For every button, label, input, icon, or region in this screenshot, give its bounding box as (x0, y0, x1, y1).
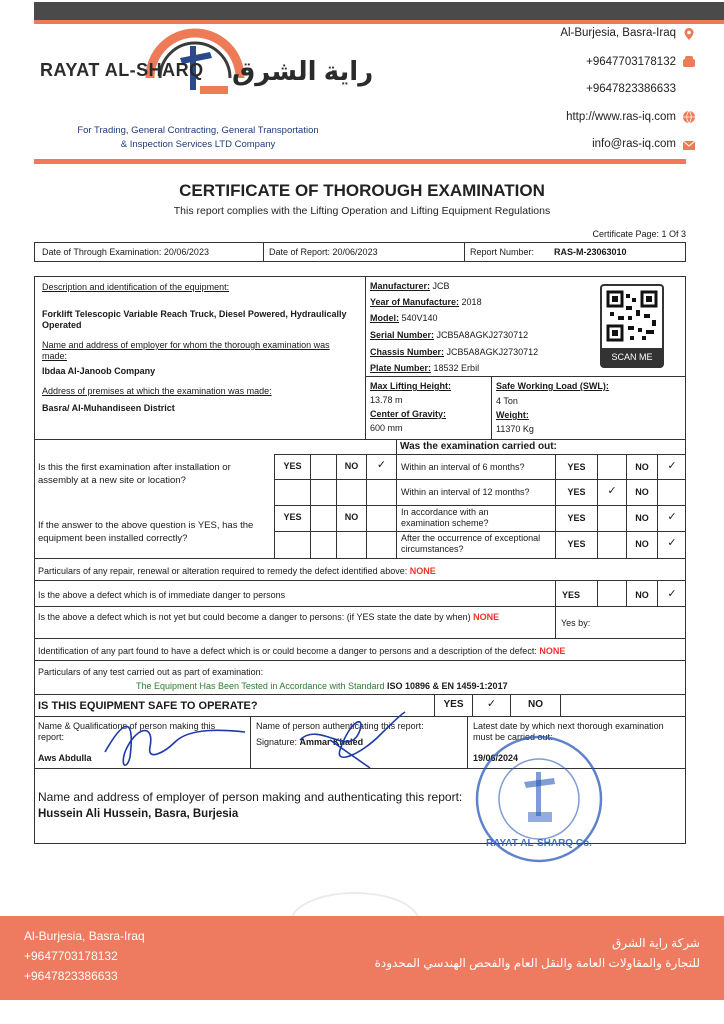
location-icon (682, 27, 696, 41)
immediate-danger: Is the above a defect which is of immediate danger to persons (38, 590, 286, 600)
auth-value: Ammar Khaled (299, 737, 364, 747)
contact-address: Al-Burjesia, Basra-Iraq (560, 27, 676, 39)
contact-email[interactable]: info@ras-iq.com (592, 138, 676, 150)
manufacturer-value: JCB (432, 281, 450, 291)
plate-label: Plate Number: (370, 363, 432, 373)
identification-row (38, 646, 565, 657)
swl-value: 4 Ton (496, 396, 518, 406)
next-exam-label: Latest date by which next thorough examination must be carried out: (473, 721, 664, 742)
test-row (136, 681, 508, 692)
qr-code[interactable] (600, 284, 664, 368)
model-label: Model: (370, 313, 399, 323)
manufacturer-label: Manufacturer: (370, 281, 431, 291)
footer-arabic-name: شركة راية الشرق (611, 936, 700, 950)
page-subtitle: This report complies with the Lifting Operation and Lifting Equipment Regulations (173, 205, 551, 217)
yes-by-label: Yes by: (561, 618, 591, 628)
safe-yes[interactable]: YES (443, 699, 464, 710)
chassis-row (370, 347, 538, 358)
i12-no[interactable]: NO (635, 487, 649, 497)
footer-phone-2: +9647823386633 (24, 969, 118, 983)
manufacturer-row (370, 281, 450, 292)
signature-maker (95, 712, 255, 772)
test-value: The Equipment Has Been Tested in Accordance with Standard (136, 681, 385, 691)
employer-label: Name and address of employer for whom the thorough examination was made: (42, 340, 330, 361)
q-first-exam: Is this the first examination after installation or assembly at a new site or location? (38, 462, 231, 486)
q2-no[interactable]: NO (344, 512, 359, 522)
scan-me-label: SCAN ME (602, 348, 662, 366)
safe-no[interactable]: NO (528, 699, 543, 710)
company-stamp (472, 732, 606, 866)
exceptional: After the occurrence of exceptional circumstances? (401, 533, 541, 554)
premises-label: Address of premises at which the examination was made: (42, 386, 272, 396)
footer-arabic-desc: للتجارة والمقاولات العامة والنقل العام والفحص الهندسي المحدودة (374, 956, 700, 970)
plate-value: 18532 Erbil (433, 363, 480, 373)
employer-auth-label: Name and address of employer of person making and authenticating this report: (38, 790, 463, 804)
q1-no-check: ✓ (376, 459, 387, 471)
not-yet-label: Is the above a defect which is not yet but could become a danger to persons: (if YES state the date by when) (38, 612, 471, 622)
serial-label: Serial Number: (370, 330, 435, 340)
model-value: 540V140 (401, 313, 438, 323)
test-label: Particulars of any test carried out as part of examination: (38, 667, 264, 677)
safe-question: IS THIS EQUIPMENT SAFE TO OPERATE? (38, 700, 258, 712)
identification-value: NONE (539, 646, 566, 656)
carried-out-heading: Was the examination carried out: (400, 441, 557, 452)
desc-value: Forklift Telescopic Variable Reach Truck, Diesel Powered, Hydraulically Operated (42, 309, 347, 330)
i6-no[interactable]: NO (635, 462, 649, 472)
report-date: Date of Report: 20/06/2023 (269, 247, 378, 257)
footer (0, 916, 724, 1000)
report-number-label: Report Number: (470, 247, 535, 257)
chassis-label: Chassis Number: (370, 347, 445, 357)
scheme-yes[interactable]: YES (567, 513, 586, 523)
report-number: RAS-M-23063010 (554, 247, 627, 257)
i12-yes-check: ✓ (607, 485, 617, 497)
plate-row (370, 363, 479, 374)
maker-value: Aws Abdulla (38, 753, 92, 763)
serial-value: JCB5A8AGKJ2730712 (436, 330, 529, 340)
q-installed: If the answer to the above question is YES, has the equipment been installed correctly? (38, 520, 254, 544)
not-yet-row (38, 612, 538, 623)
immediate-no-check: ✓ (667, 588, 677, 600)
contact-website[interactable]: http://www.ras-iq.com (566, 111, 676, 123)
immediate-yes[interactable]: YES (561, 590, 580, 600)
exceptional-no[interactable]: NO (635, 539, 649, 549)
auth-signature-label: Signature: (256, 737, 298, 747)
top-accent-bar (34, 20, 724, 24)
employer-auth-value: Hussein Ali Hussein, Basra, Burjesia (38, 808, 239, 820)
contact-phone-2: +9647823386633 (586, 83, 676, 95)
q1-no[interactable]: NO (344, 461, 359, 471)
i6-yes[interactable]: YES (567, 462, 586, 472)
exceptional-yes[interactable]: YES (567, 539, 586, 549)
model-row (370, 313, 438, 324)
test-standard: ISO 10896 & EN 1459-1:2017 (387, 681, 508, 691)
premises-value: Basra/ Al-Muhandiseen District (42, 403, 175, 413)
tagline-line-2: & Inspection Services LTD Company (120, 139, 276, 150)
year-label: Year of Manufacture: (370, 297, 460, 307)
employer-value: Ibdaa Al-Janoob Company (42, 366, 156, 376)
repair-label: Particulars of any repair, renewal or alteration required to remedy the defect identified above: (38, 566, 408, 576)
max-height-value: 13.78 m (370, 395, 403, 405)
repair-value: NONE (409, 566, 436, 576)
page-title: CERTIFICATE OF THOROUGH EXAMINATION (179, 181, 545, 200)
serial-row (370, 330, 528, 341)
exceptional-no-check: ✓ (667, 537, 677, 549)
maker-label: Name & Qualifications of person making this report: (38, 721, 216, 742)
footer-phone-1: +9647703178132 (24, 949, 118, 963)
footer-address: Al-Burjesia, Basra-Iraq (24, 929, 145, 943)
weight-value: 11370 Kg (496, 424, 534, 434)
max-height-label: Max Lifting Height: (370, 381, 451, 391)
email-icon (682, 138, 696, 152)
logo-name-ar: راية الشرق (232, 56, 374, 86)
interval-6: Within an interval of 6 months? (401, 462, 525, 472)
auth-label: Name of person authenticating this report: (256, 721, 424, 731)
tagline-line-1: For Trading, General Contracting, General Transportation (77, 125, 319, 136)
cog-value: 600 mm (370, 423, 403, 433)
chassis-value: JCB5A8AGKJ2730712 (446, 347, 539, 357)
header-divider-thin (34, 163, 686, 164)
scheme: In accordance with an examination scheme? (401, 507, 489, 528)
stamp-text: RAYAT AL-SHARQ Co. (486, 838, 592, 849)
qr-code-icon (602, 286, 662, 346)
scheme-no[interactable]: NO (635, 513, 649, 523)
q2-yes[interactable]: YES (283, 512, 302, 522)
immediate-no[interactable]: NO (635, 590, 649, 600)
swl-label: Safe Working Load (SWL): (496, 381, 609, 391)
top-bar (34, 2, 724, 20)
safe-yes-check: ✓ (486, 698, 497, 710)
contact-phone-1: +9647703178132 (586, 56, 676, 68)
i12-yes[interactable]: YES (567, 487, 586, 497)
desc-label: Description and identification of the equipment: (42, 282, 230, 292)
year-value: 2018 (461, 297, 482, 307)
phone-icon (682, 55, 696, 69)
cog-label: Center of Gravity: (370, 409, 447, 419)
not-yet-value: NONE (473, 612, 500, 622)
weight-label: Weight: (496, 410, 529, 420)
q1-yes[interactable]: YES (283, 461, 302, 471)
exam-date: Date of Through Examination: 20/06/2023 (42, 247, 209, 257)
i6-no-check: ✓ (667, 460, 677, 472)
scheme-no-check: ✓ (667, 511, 677, 523)
page-number: Certificate Page: 1 Of 3 (592, 229, 686, 239)
next-exam-value: 19/06/2024 (473, 753, 519, 763)
identification-label: Identification of any part found to have a defect which is or could become a danger to persons and a description of the defect: (38, 646, 537, 656)
repair-row (38, 566, 436, 577)
globe-icon (682, 110, 696, 124)
year-row (370, 297, 482, 308)
signature-authenticator (290, 710, 410, 772)
logo-name-en: RAYAT AL-SHARQ (40, 60, 204, 80)
interval-12: Within an interval of 12 months? (401, 487, 530, 497)
